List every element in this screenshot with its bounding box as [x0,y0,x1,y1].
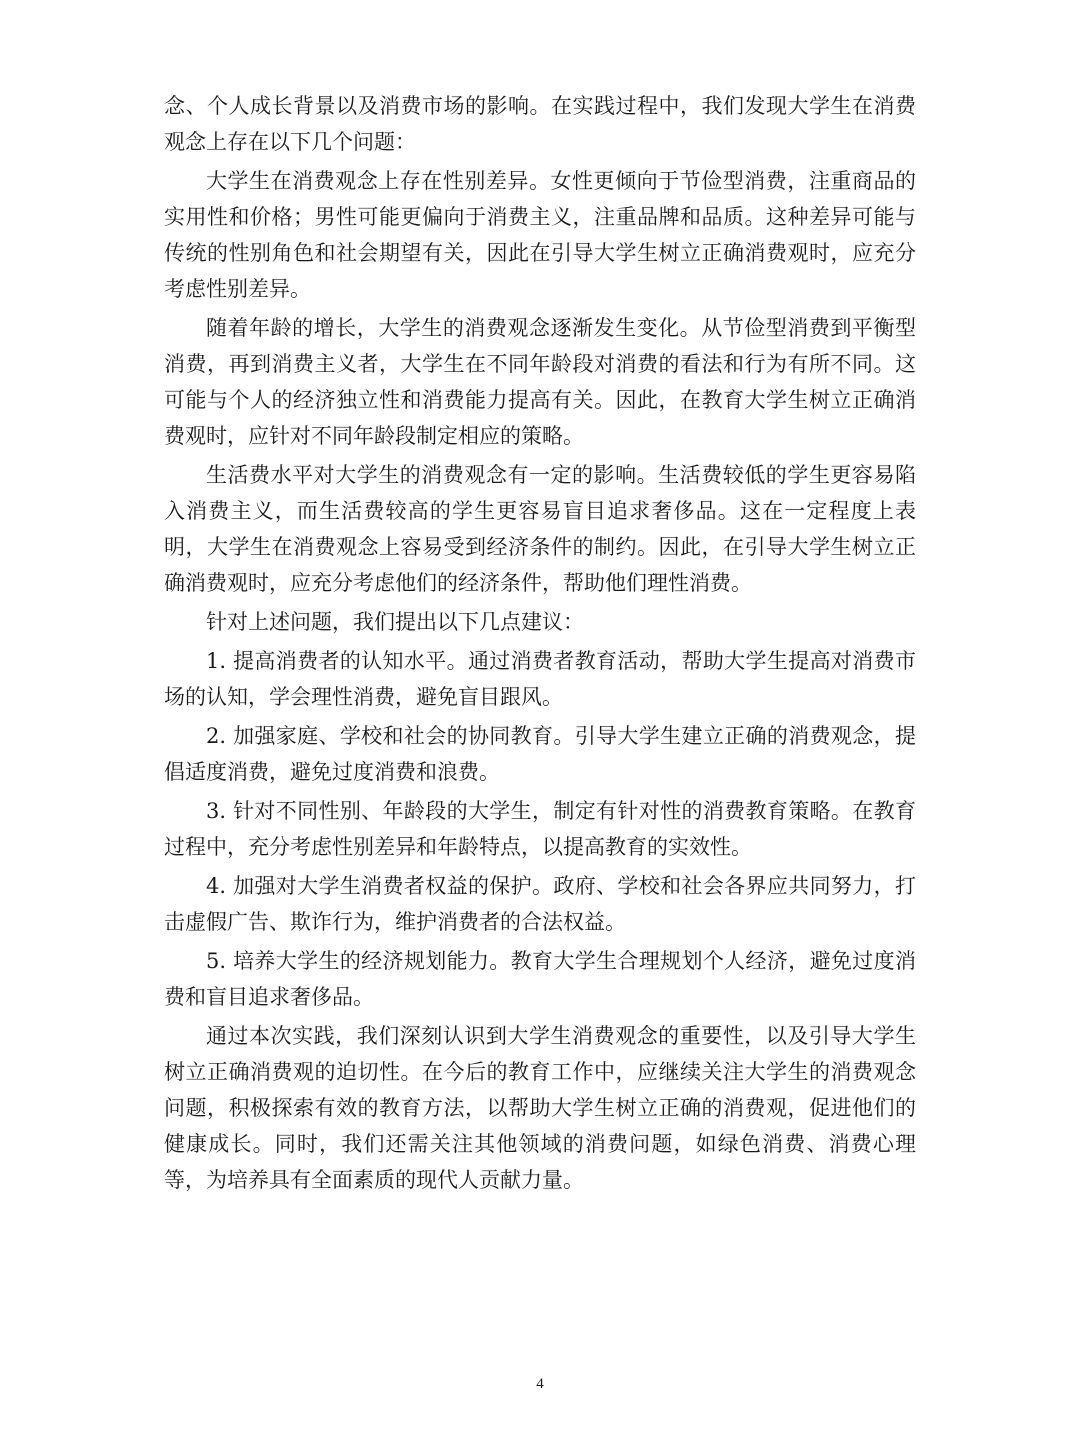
suggestion-item-4: 4. 加强对大学生消费者权益的保护。政府、学校和社会各界应共同努力，打击虚假广告、欺诈行为，维护消费者的合法权益。 [164,874,916,934]
paragraph-gender-difference: 大学生在消费观念上存在性别差异。女性更倾向于节俭型消费，注重商品的实用性和价格；男性可能更偏向于消费主义，注重品牌和品质。这种差异可能与传统的性别角色和社会期望有关，因此在引导大学生树立正确消费观时，应充分考虑性别差异。 [164,169,916,301]
suggestion-item-2: 2. 加强家庭、学校和社会的协同教育。引导大学生建立正确的消费观念，提倡适度消费，避免过度消费和浪费。 [164,724,916,784]
suggestion-item-3: 3. 针对不同性别、年龄段的大学生，制定有针对性的消费教育策略。在教育过程中，充分考虑性别差异和年龄特点，以提高教育的实效性。 [164,799,916,859]
page-number: 4 [536,1376,544,1392]
paragraph-conclusion: 通过本次实践，我们深刻认识到大学生消费观念的重要性，以及引导大学生树立正确消费观的迫切性。在今后的教育工作中，应继续关注大学生的消费观念问题，积极探索有效的教育方法，以帮助大学生树立正确的消费观，促进他们的健康成长。同时，我们还需关注其他领域的消费问题，如绿色消费、消费心理等，为培养具有全面素质的现代人贡献力量。 [164,1024,916,1192]
document-body [164,88,916,1198]
suggestion-item-1: 1. 提高消费者的认知水平。通过消费者教育活动，帮助大学生提高对消费市场的认知，学会理性消费，避免盲目跟风。 [164,649,916,709]
paragraph-age-change: 随着年龄的增长，大学生的消费观念逐渐发生变化。从节俭型消费到平衡型消费，再到消费主义者，大学生在不同年龄段对消费的看法和行为有所不同。这可能与个人的经济独立性和消费能力提高有关。因此，在教育大学生树立正确消费观时，应针对不同年龄段制定相应的策略。 [164,316,916,448]
paragraph-suggestions-intro: 针对上述问题，我们提出以下几点建议： [206,610,584,634]
paragraph-living-expenses: 生活费水平对大学生的消费观念有一定的影响。生活费较低的学生更容易陷入消费主义，而生活费较高的学生更容易盲目追求奢侈品。这在一定程度上表明，大学生在消费观念上容易受到经济条件的制约。因此，在引导大学生树立正确消费观时，应充分考虑他们的经济条件，帮助他们理性消费。 [164,463,916,595]
paragraph-continuation: 念、个人成长背景以及消费市场的影响。在实践过程中，我们发现大学生在消费观念上存在以下几个问题： [164,94,916,154]
suggestion-item-5: 5. 培养大学生的经济规划能力。教育大学生合理规划个人经济，避免过度消费和盲目追求奢侈品。 [164,949,916,1009]
